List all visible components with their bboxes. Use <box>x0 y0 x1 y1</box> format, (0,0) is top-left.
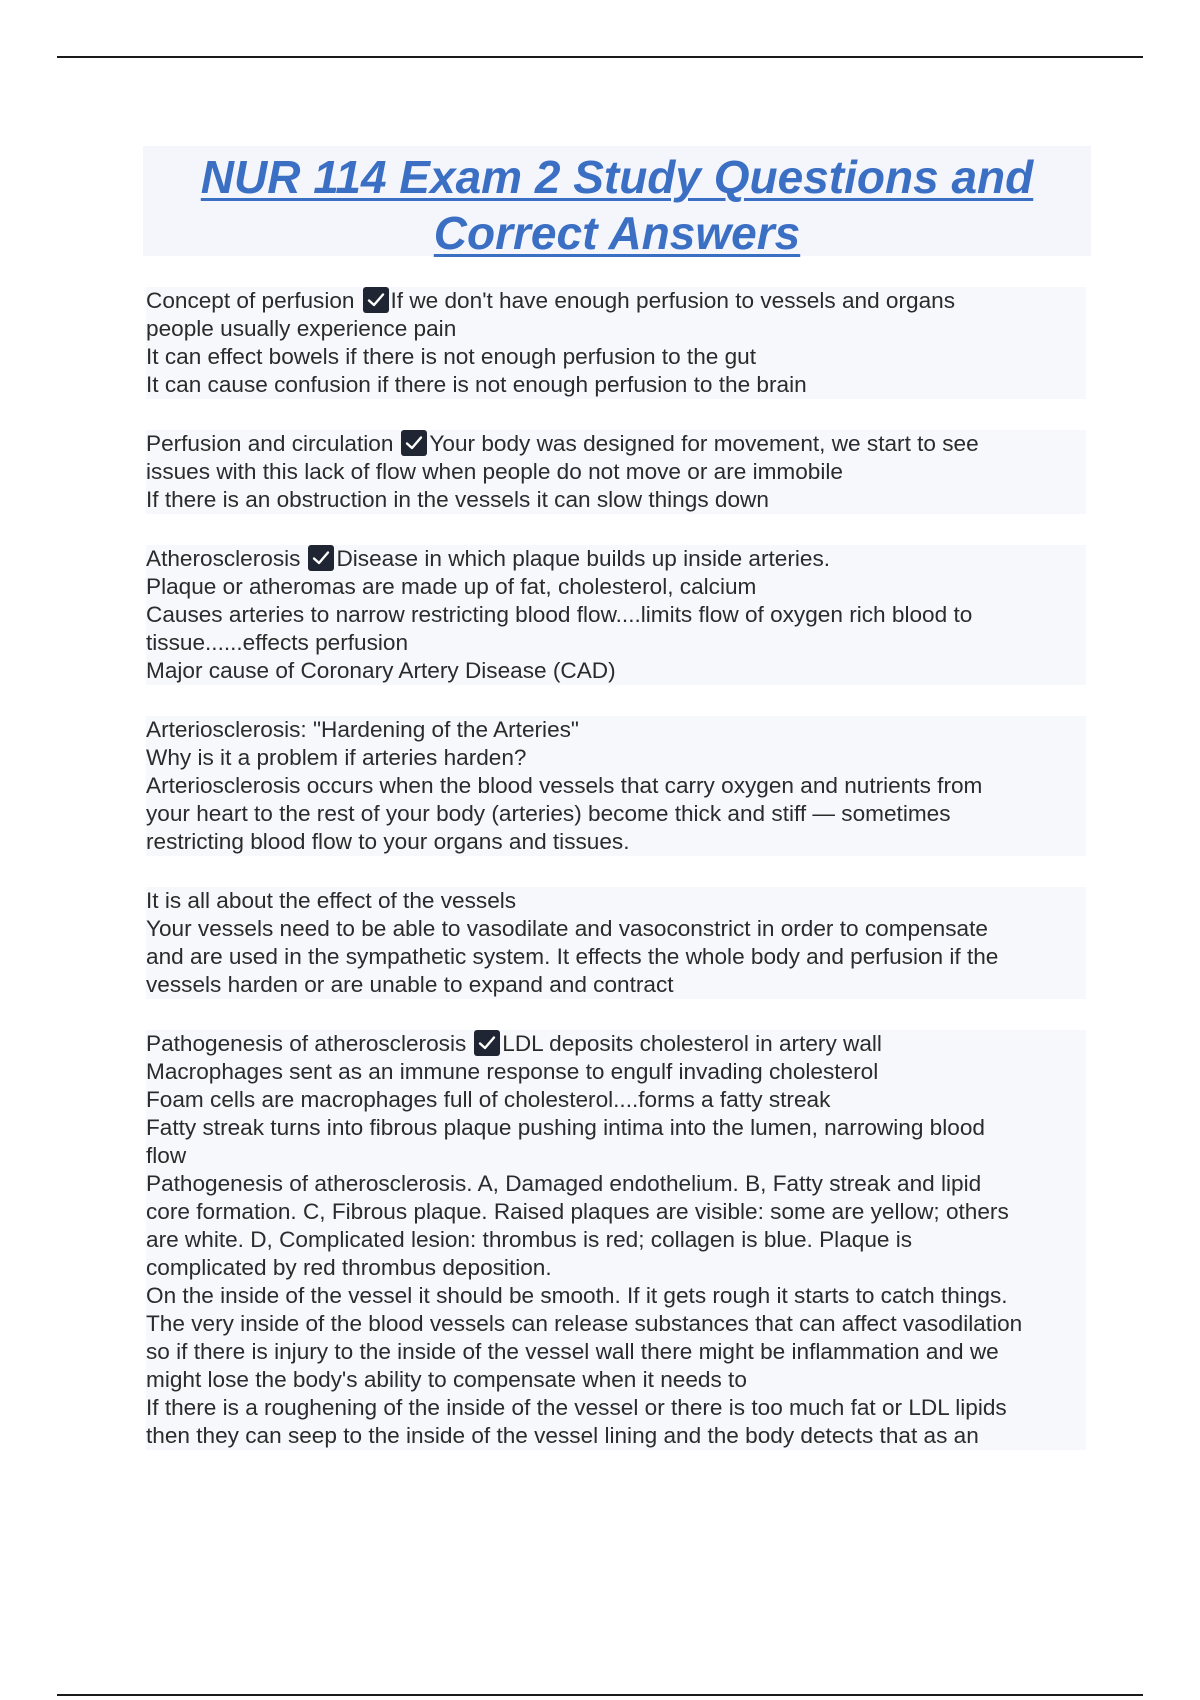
answer-line: Macrophages sent as an immune response to engulf invading cholesterol <box>146 1059 879 1084</box>
bottom-rule <box>57 1694 1143 1696</box>
text-line: your heart to the rest of your body (arteries) become thick and stiff — sometimes <box>146 801 951 826</box>
text-line: Arteriosclerosis: "Hardening of the Arteries" <box>146 717 579 742</box>
text-line: Arteriosclerosis occurs when the blood vessels that carry oxygen and nutrients from <box>146 773 983 798</box>
top-rule <box>57 56 1143 58</box>
question-term: Atherosclerosis <box>146 546 301 571</box>
qa-block-pathogenesis <box>146 1030 1086 1450</box>
qa-block-atherosclerosis <box>146 545 1086 685</box>
answer-line: Pathogenesis of atherosclerosis. A, Damaged endothelium. B, Fatty streak and lipid <box>146 1171 982 1196</box>
check-box-icon <box>401 430 427 456</box>
question-line <box>146 430 1086 458</box>
question-term: Pathogenesis of atherosclerosis <box>146 1031 467 1056</box>
text-line: restricting blood flow to your organs and tissues. <box>146 829 630 854</box>
answer-line: so if there is injury to the inside of the vessel wall there might be inflammation and we <box>146 1339 999 1364</box>
study-content <box>146 287 1086 1481</box>
question-line <box>146 287 1086 315</box>
answer-line: then they can seep to the inside of the vessel lining and the body detects that as an <box>146 1423 979 1448</box>
answer-text: LDL deposits cholesterol in artery wall <box>502 1031 882 1056</box>
answer-line: Plaque or atheromas are made up of fat, cholesterol, calcium <box>146 574 757 599</box>
answer-text: Disease in which plaque builds up inside arteries. <box>336 546 831 571</box>
text-line: vessels harden or are unable to expand and contract <box>146 972 674 997</box>
answer-line: might lose the body's ability to compensate when it needs to <box>146 1367 747 1392</box>
title-line-1: NUR 114 Exam 2 Study Questions and <box>200 151 1034 203</box>
check-box-icon <box>474 1030 500 1056</box>
answer-line: Fatty streak turns into fibrous plaque pushing intima into the lumen, narrowing blood <box>146 1115 985 1140</box>
text-line: Why is it a problem if arteries harden? <box>146 745 527 770</box>
title-line-2: Correct Answers <box>433 207 801 259</box>
answer-line: core formation. C, Fibrous plaque. Raised plaques are visible: some are yellow; others <box>146 1199 1009 1224</box>
answer-line: Foam cells are macrophages full of cholesterol....forms a fatty streak <box>146 1087 831 1112</box>
answer-line: flow <box>146 1143 187 1168</box>
answer-line: It can cause confusion if there is not enough perfusion to the brain <box>146 372 807 397</box>
text-line: Your vessels need to be able to vasodilate and vasoconstrict in order to compensate <box>146 916 988 941</box>
answer-text: If we don't have enough perfusion to vessels and organs <box>390 288 956 313</box>
check-box-icon <box>363 287 389 313</box>
qa-block-perfusion-circulation <box>146 430 1086 514</box>
title-banner <box>143 146 1091 259</box>
answer-line: complicated by red thrombus deposition. <box>146 1255 552 1280</box>
answer-line: The very inside of the blood vessels can release substances that can affect vasodilation <box>146 1311 1023 1336</box>
text-line: It is all about the effect of the vessels <box>146 888 517 913</box>
answer-line: people usually experience pain <box>146 316 457 341</box>
text-line: and are used in the sympathetic system. It effects the whole body and perfusion if the <box>146 944 999 969</box>
text-block-vessels <box>146 887 1086 999</box>
answer-line: Major cause of Coronary Artery Disease (CAD) <box>146 658 616 683</box>
document-title <box>143 146 1091 261</box>
answer-line: On the inside of the vessel it should be smooth. If it gets rough it starts to catch things. <box>146 1283 1008 1308</box>
text-block-arteriosclerosis <box>146 716 1086 856</box>
answer-line: are white. D, Complicated lesion: thrombus is red; collagen is blue. Plaque is <box>146 1227 913 1252</box>
question-line <box>146 545 1086 573</box>
answer-line: issues with this lack of flow when people do not move or are immobile <box>146 459 843 484</box>
answer-line: tissue......effects perfusion <box>146 630 409 655</box>
check-box-icon <box>308 545 334 571</box>
question-term: Perfusion and circulation <box>146 431 394 456</box>
answer-line: If there is a roughening of the inside of the vessel or there is too much fat or LDL lipids <box>146 1395 1007 1420</box>
question-line <box>146 1030 1086 1058</box>
answer-text: Your body was designed for movement, we start to see <box>429 431 979 456</box>
question-term: Concept of perfusion <box>146 288 355 313</box>
answer-line: If there is an obstruction in the vessels it can slow things down <box>146 487 769 512</box>
answer-line: Causes arteries to narrow restricting blood flow....limits flow of oxygen rich blood to <box>146 602 973 627</box>
qa-block-perfusion-concept <box>146 287 1086 399</box>
answer-line: It can effect bowels if there is not enough perfusion to the gut <box>146 344 757 369</box>
